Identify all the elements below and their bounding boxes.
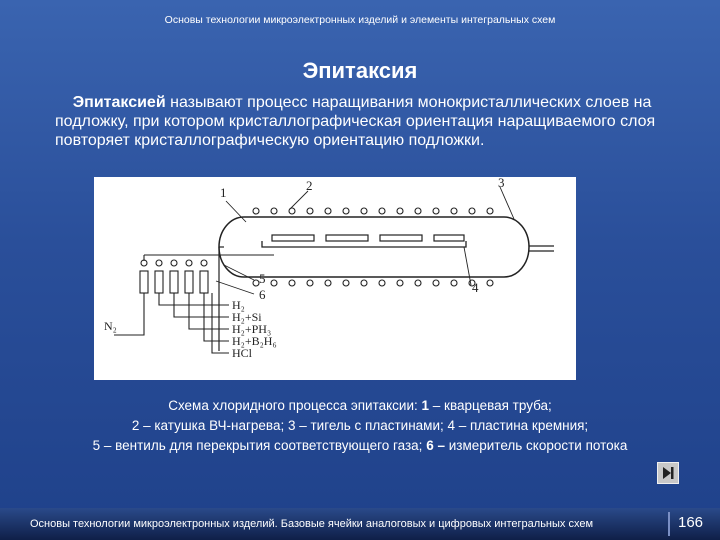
label-5: 5 xyxy=(259,271,266,286)
gas-lines xyxy=(114,293,229,353)
rf-coil-top xyxy=(253,208,493,214)
silicon-wafers xyxy=(272,235,464,241)
label-n2-gas: N₂ xyxy=(104,319,117,333)
gas-label-h2-si: H₂+Si xyxy=(232,310,262,324)
label-6: 6 xyxy=(259,287,266,302)
definition-text: называют процесс наращивания монокристаллических слоев на подложку, при котором кристаллографическая ориентация наращиваемого слоя повторяет кристаллографическую ориентацию подложки. xyxy=(55,94,656,149)
definition-term: Эпитаксией xyxy=(72,94,166,111)
rf-coil-bottom xyxy=(253,280,493,286)
next-slide-button[interactable] xyxy=(657,462,679,484)
slide-title: Эпитаксия xyxy=(302,58,418,83)
figure-caption xyxy=(30,396,690,456)
caption-line-1: Схема хлоридного процесса эпитаксии: 1 – кварцевая труба; xyxy=(168,398,552,413)
skip-forward-icon xyxy=(658,463,678,483)
gas-valves xyxy=(141,260,207,266)
footer-divider xyxy=(668,512,670,536)
label-3: 3 xyxy=(498,177,505,190)
caption-line-2: 2 – катушка ВЧ-нагрева; 3 – тигель с пластинами; 4 – пластина кремния; xyxy=(131,418,589,433)
flow-meters xyxy=(140,271,208,293)
page-number: 166 xyxy=(678,514,704,531)
crucible xyxy=(262,241,466,247)
gas-label-hcl: HCl xyxy=(232,346,253,360)
epitaxy-diagram xyxy=(94,177,576,380)
label-4: 4 xyxy=(472,280,479,295)
gas-label-h2: H₂ xyxy=(232,298,245,312)
gas-label-h2-b2h6: H₂+B₂H₆ xyxy=(232,334,277,348)
course-header: Основы технологии микроэлектронных изделий и элементы интегральных схем xyxy=(164,14,556,26)
caption-line-3: 5 – вентиль для перекрытия соответствующего газа; 6 – измеритель скорости потока xyxy=(92,438,628,453)
label-2: 2 xyxy=(306,178,313,193)
definition-paragraph xyxy=(55,93,705,150)
gas-label-h2-ph3: H₂+PH₃ xyxy=(232,322,272,336)
diagram-svg xyxy=(94,177,576,380)
label-1: 1 xyxy=(220,185,227,200)
footer-text: Основы технологии микроэлектронных изделий. Базовые ячейки аналоговых и цифровых интегральных схем xyxy=(30,518,594,530)
